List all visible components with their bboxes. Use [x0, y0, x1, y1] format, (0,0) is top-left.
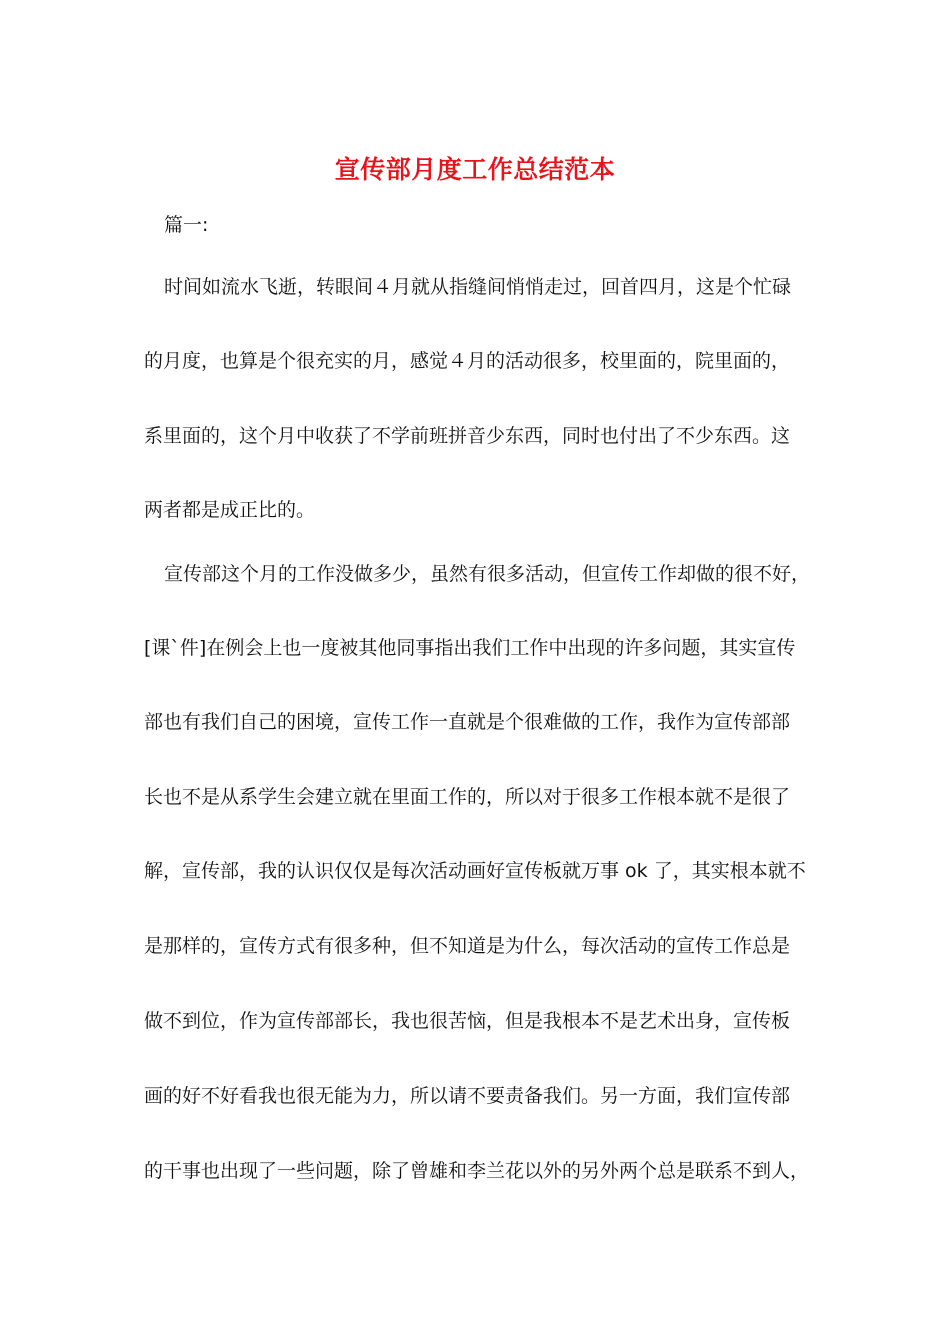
paragraph-line: 系里面的，这个月中收获了不学前班拼音少东西，同时也付出了不少东西。这: [144, 425, 791, 447]
paragraph-line: 的干事也出现了一些问题，除了曾雄和李兰花以外的另外两个总是联系不到人，: [144, 1160, 810, 1182]
document-title: 宣传部月度工作总结范本: [334, 155, 616, 184]
paragraph-line: [课`件]在例会上也一度被其他同事指出我们工作中出现的许多问题，其实宣传: [144, 637, 796, 659]
paragraph-line: 长也不是从系学生会建立就在里面工作的，所以对于很多工作根本就不是很了: [144, 786, 791, 808]
paragraph-line: 部也有我们自己的困境，宣传工作一直就是个很难做的工作，我作为宣传部部: [144, 711, 791, 733]
paragraph-line: 是那样的，宣传方式有很多种，但不知道是为什么，每次活动的宣传工作总是: [144, 935, 791, 957]
section-label: 篇一:: [164, 214, 209, 236]
paragraph-line: 的月度，也算是个很充实的月，感觉４月的活动很多，校里面的，院里面的，: [144, 350, 791, 372]
paragraph-line: 解，宣传部，我的认识仅仅是每次活动画好宣传板就万事 ok 了，其实根本就不: [144, 860, 806, 882]
paragraph-line: 画的好不好看我也很无能为力，所以请不要责备我们。另一方面，我们宣传部: [144, 1085, 791, 1107]
paragraph-line: 宣传部这个月的工作没做多少，虽然有很多活动，但宣传工作却做的很不好，: [164, 563, 811, 585]
paragraph-line: 时间如流水飞逝，转眼间４月就从指缝间悄悄走过，回首四月，这是个忙碌: [164, 276, 792, 298]
paragraph-line: 两者都是成正比的。: [144, 499, 316, 521]
paragraph-line: 做不到位，作为宣传部部长，我也很苦恼，但是我根本不是艺术出身，宣传板: [144, 1010, 791, 1032]
